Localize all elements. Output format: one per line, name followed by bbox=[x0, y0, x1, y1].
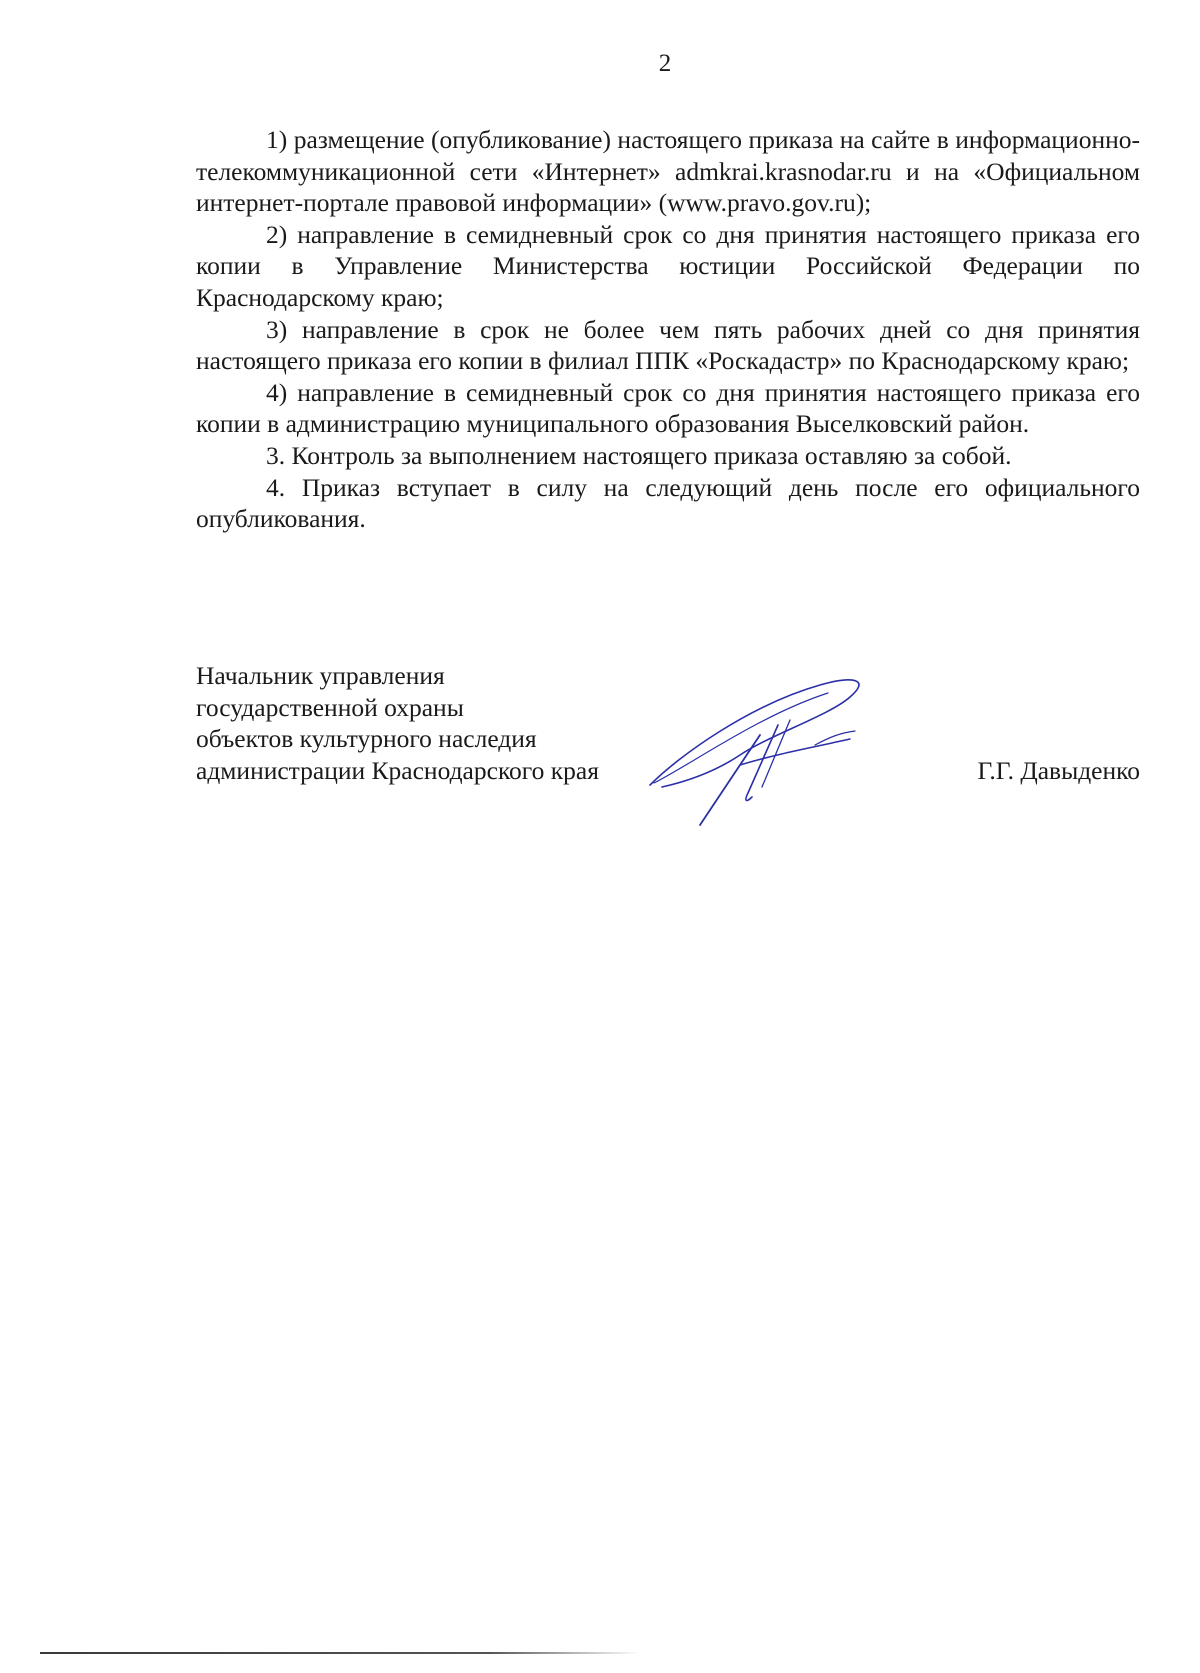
paragraph-item-2: 2) направление в семидневный срок со дня принятия настоящего приказа его копии в Управление Министерства юстиции Российской Федерации по Краснодарскому краю; bbox=[196, 219, 1140, 312]
order-body bbox=[196, 124, 1140, 535]
paragraph-clause-3: 3. Контроль за выполнением настоящего приказа оставляю за собой. bbox=[266, 440, 1012, 470]
page-number bbox=[0, 50, 1200, 78]
signatory-title-line: администрации Краснодарского края bbox=[196, 755, 599, 785]
handwritten-signature bbox=[640, 675, 910, 835]
signatory-title-line: государственной охраны bbox=[196, 692, 464, 722]
page-number-text: 2 bbox=[658, 50, 672, 77]
paragraph-clause-4: 4. Приказ вступает в силу на следующий день после его официального опубликования. bbox=[196, 472, 1140, 534]
paragraph-item-3: 3) направление в срок не более чем пять рабочих дней со дня принятия настоящего приказа его копии в филиал ППК «Роскадастр» по Краснодарскому краю; bbox=[196, 314, 1140, 376]
scan-edge-line bbox=[40, 1652, 640, 1654]
signatory-title-line: Начальник управления bbox=[196, 661, 445, 690]
signer-name: Г.Г. Давыденко bbox=[977, 756, 1140, 785]
paragraph-item-1: 1) размещение (опубликование) настоящего приказа на сайте в информационно-телекоммуникационной сети «Интернет» admkrai.krasnodar.ru и на «Официальном интернет-портале правовой информации» (www.pravo.gov.ru); bbox=[196, 125, 1140, 218]
signatory-title-line: объектов культурного наследия bbox=[196, 724, 537, 753]
paragraph-item-4: 4) направление в семидневный срок со дня принятия настоящего приказа его копии в администрацию муниципального образования Выселковский район. bbox=[196, 377, 1140, 439]
